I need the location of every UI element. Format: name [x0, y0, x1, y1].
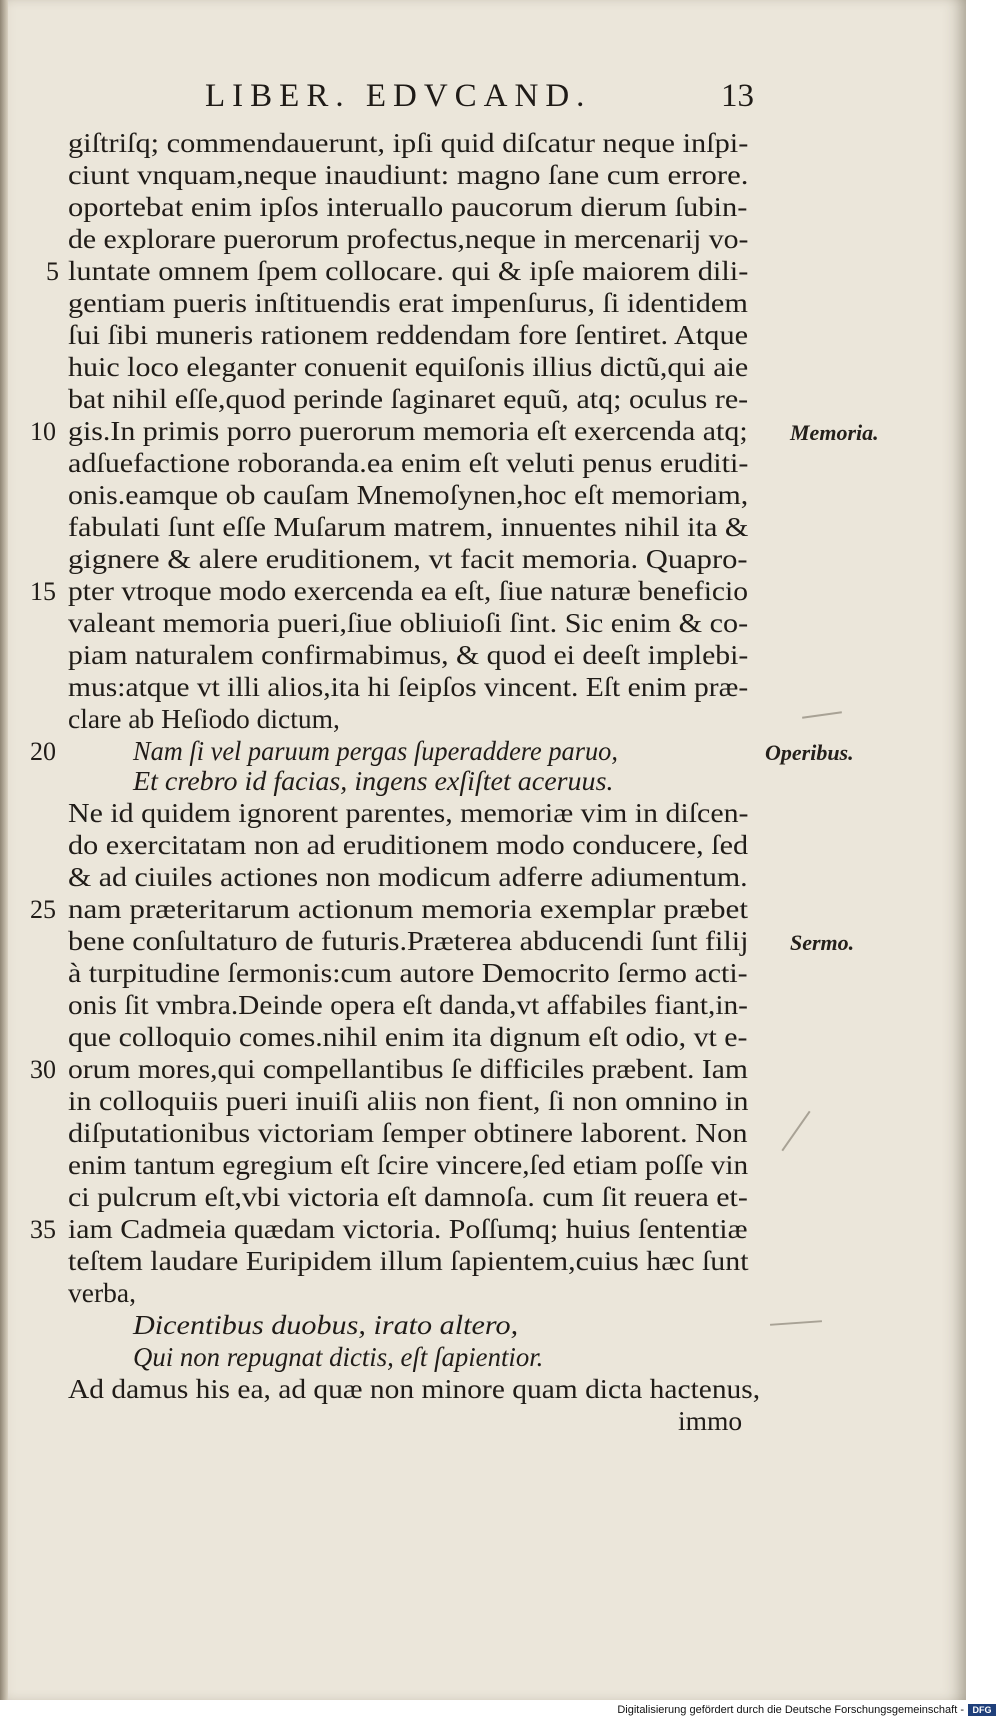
- text-line: ci pulcrum eſt,vbi victoria eſt damnoſa. cum ſit reuera et-: [68, 1181, 748, 1212]
- line-number: 35: [30, 1215, 56, 1244]
- ink-mark: [770, 1320, 822, 1326]
- text-line: in colloquiis pueri inuiſi aliis non fient, ſi non omnino in: [68, 1085, 749, 1116]
- text-line: Ad damus his ea, ad quæ non minore quam dicta hactenus,: [68, 1373, 761, 1404]
- text-line: pter vtroque modo exercenda ea eſt, ſiue naturæ beneficio: [68, 575, 748, 606]
- text-line: orum mores,qui compellantibus ſe difficiles præbent. Iam: [68, 1053, 748, 1084]
- page-number: 13: [721, 78, 754, 114]
- text-line: onis.eamque ob cauſam Mnemoſynen,hoc eſt memoriam,: [68, 479, 749, 510]
- verse-line: Et crebro id facias, ingens exſiſtet aceruus.: [133, 765, 614, 796]
- text-line: verba,: [68, 1277, 136, 1308]
- running-head: [0, 78, 1000, 118]
- text-line: gignere & alere eruditionem, vt facit memoria. Quapro-: [68, 543, 748, 574]
- text-line: valeant memoria pueri,ſiue obliuioſi ſint. Sic enim & co-: [68, 607, 749, 638]
- marginal-note-sermo: Sermo.: [790, 930, 855, 955]
- dfg-logo: DFG: [968, 1704, 996, 1716]
- text-line: iam Cadmeia quædam victoria. Poſſumq; huius ſententiæ: [68, 1213, 748, 1244]
- text-line: & ad ciuiles actiones non modicum adferre adiumentum.: [68, 861, 748, 892]
- text-line: oportebat enim ipſos interuallo paucorum dierum ſubin-: [68, 191, 748, 222]
- text-line: Ne id quidem ignorent parentes, memoriæ vim in diſcen-: [68, 797, 749, 828]
- marginal-note-memoria: Memoria.: [790, 420, 879, 445]
- text-line: mus:atque vt illi alios,ita hi ſeipſos vincent. Eſt enim præ-: [68, 671, 749, 702]
- text-line: gis.In primis porro puerorum memoria eſt exercenda atq;: [68, 415, 748, 446]
- text-line: ciunt vnquam,neque inaudiunt: magno ſane cum errore.: [68, 159, 749, 190]
- text-line: adſuefactione roboranda.ea enim eſt veluti penus eruditi-: [68, 447, 749, 478]
- running-head-title: LIBER. EDVCAND.: [205, 78, 592, 114]
- footer-credit: Digitalisierung gefördert durch die Deutsche Forschungsgemeinschaft -: [617, 1704, 964, 1716]
- line-number: 25: [30, 895, 56, 924]
- line-number: 30: [30, 1055, 56, 1084]
- ink-mark: [802, 711, 842, 719]
- text-line: bat nihil eſſe,quod perinde ſaginaret equũ, atq; oculus re-: [68, 383, 749, 414]
- catchword: immo: [678, 1405, 743, 1436]
- ink-mark: [781, 1111, 810, 1151]
- line-number: 15: [30, 577, 56, 606]
- verse-line: Nam ſi vel paruum pergas ſuperaddere paruo,: [133, 735, 618, 766]
- marginal-note-operibus: Operibus.: [765, 740, 854, 765]
- text-line: teſtem laudare Euripidem illum ſapientem,cuius hæc ſunt: [68, 1245, 749, 1276]
- line-number: 20: [30, 737, 56, 766]
- line-number: 10: [30, 417, 56, 446]
- verse-line: Qui non repugnat dictis, eſt ſapientior.: [133, 1341, 544, 1372]
- verse-line: Dicentibus duobus, irato altero,: [133, 1309, 519, 1340]
- text-line: giſtriſq; commendauerunt, ipſi quid diſcatur neque inſpi-: [68, 127, 749, 158]
- text-line: gentiam pueris inſtituendis erat impenſurus, ſi identidem: [68, 287, 748, 318]
- text-line: enim tantum egregium eſt ſcire vincere,ſed etiam poſſe vin: [68, 1149, 749, 1180]
- digitization-footer: [0, 1703, 1000, 1717]
- text-line: de explorare puerorum profectus,neque in mercenarij vo-: [68, 223, 749, 254]
- text-line: clare ab Heſiodo dictum,: [68, 703, 340, 734]
- text-line: luntate omnem ſpem collocare. qui & ipſe maiorem dili-: [68, 255, 749, 286]
- line-number: 5: [46, 257, 59, 286]
- text-line: ſui ſibi muneris rationem reddendam fore ſentiret. Atque: [68, 319, 749, 350]
- text-line: que colloquio comes.nihil enim ita dignum eſt odio, vt e-: [68, 1021, 748, 1052]
- text-line: nam præteritarum actionum memoria exemplar præbet: [68, 893, 748, 924]
- text-line: bene conſultaturo de futuris.Præterea abducendi ſunt filij: [68, 925, 749, 956]
- text-line: huic loco eleganter conuenit equiſonis illius dictũ,qui aie: [68, 351, 749, 382]
- text-line: piam naturalem confirmabimus, & quod ei deeſt implebi-: [68, 639, 749, 670]
- text-line: do exercitatam non ad eruditionem modo conducere, ſed: [68, 829, 749, 860]
- page-gutter-shadow: [0, 0, 8, 1700]
- text-line: diſputationibus victoriam ſemper obtinere laborent. Non: [68, 1117, 748, 1148]
- text-line: à turpitudine ſermonis:cum autore Democrito ſermo acti-: [68, 957, 748, 988]
- text-line: onis ſit vmbra.Deinde opera eſt danda,vt affabiles fiant,in-: [68, 989, 748, 1020]
- text-line: fabulati ſunt eſſe Muſarum matrem, innuentes nihil ita &: [68, 511, 749, 542]
